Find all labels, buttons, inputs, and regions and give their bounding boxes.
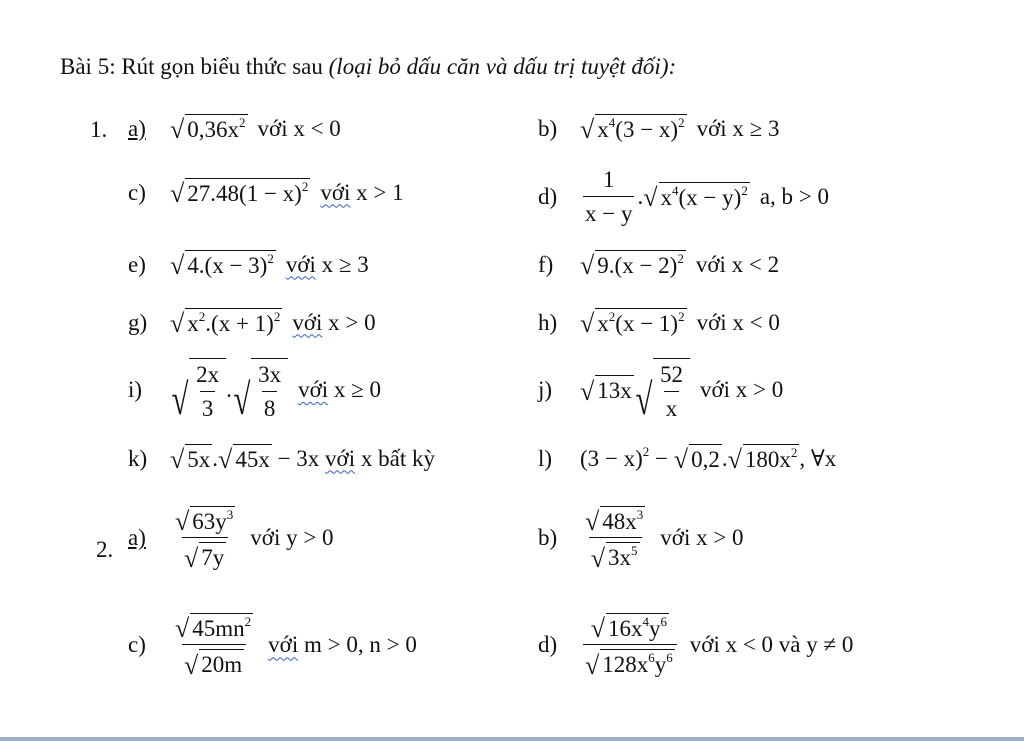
condition-1f: với x < 2 [695, 251, 780, 277]
condition-2c: với m > 0, n > 0 [268, 632, 417, 658]
label-1i: i) [128, 377, 143, 403]
radical-1d: √ $x^4(x - y)^2$ [643, 182, 748, 213]
minus-1l: − [649, 445, 674, 471]
exercise-heading [60, 54, 676, 80]
condition-1h: với x < 0 [696, 309, 780, 335]
label-2b: b) [538, 525, 558, 551]
problem-1h [538, 308, 780, 337]
radical-1a: √ $0,36x^2$ [170, 115, 246, 145]
condition-2b: với x > 0 [660, 525, 744, 551]
radical-1j-first: √ 13x [580, 376, 632, 406]
label-1j: j) [538, 377, 553, 403]
heading-note: (loại bỏ dấu căn và dấu trị tuyệt đối): [328, 54, 677, 79]
dot-1l: . [721, 445, 728, 471]
problem-1j [538, 358, 784, 425]
problem-1e [128, 250, 369, 279]
dot-1i: . [226, 377, 232, 403]
condition-1b: với x ≥ 3 [696, 115, 780, 141]
problem-1b [538, 114, 780, 143]
label-1d: d) [538, 183, 558, 209]
term-1l: $(3 - x)^2$ [580, 443, 650, 471]
label-1h: h) [538, 309, 558, 335]
problem-1a [128, 114, 341, 143]
radical-1i-second: √ $\frac{3x}{8}$ [232, 358, 288, 422]
condition-1c: với x > 1 [320, 179, 404, 205]
problem-2d [538, 612, 853, 679]
label-1f: f) [538, 251, 554, 277]
condition-2a: với y > 0 [250, 525, 334, 551]
label-1a: a) [128, 115, 146, 141]
radical-1k-second: √ 45x [218, 445, 270, 475]
problem-1d [538, 166, 829, 227]
problem-1f [538, 250, 779, 279]
problem-2b [538, 505, 744, 572]
radical-1g: √ $x^2.(x + 1)^2$ [170, 309, 281, 339]
label-1b: b) [538, 115, 558, 141]
problem-2c [128, 612, 417, 679]
dot-1d: . [637, 183, 644, 209]
problem-1k [128, 444, 435, 473]
condition-2d: với x < 0 và y ≠ 0 [689, 632, 854, 658]
radical-1f: √ $9.(x - 2)^2$ [580, 251, 684, 281]
fraction-2a: √ $63y^3$ √ 7y [175, 507, 234, 573]
condition-1a: với x < 0 [257, 115, 341, 141]
label-1k: k) [128, 445, 148, 471]
heading-lead: Bài 5: Rút gọn biểu thức sau [60, 54, 329, 79]
problem-1g [128, 308, 376, 337]
bottom-border [0, 737, 1024, 741]
radical-1i-first: √ $\frac{2x}{3}$ [170, 358, 226, 422]
label-2a: a) [128, 525, 146, 551]
label-2c: c) [128, 632, 146, 658]
condition-1d: a, b > 0 [759, 183, 829, 209]
radical-1l-second: √ $180x^2$ [727, 445, 798, 475]
radical-1c: √ $27.48(1 - x)^2$ [170, 179, 309, 209]
condition-1l: , ∀x [799, 445, 837, 471]
condition-1j: với x > 0 [699, 377, 784, 403]
radical-1e: √ $4.(x - 3)^2$ [170, 251, 274, 281]
label-1e: e) [128, 251, 146, 277]
condition-1k: với x bất kỳ [325, 445, 435, 471]
radical-1j-second: √ $\frac{52}{x}$ [634, 358, 690, 422]
fraction-1d: $\frac{1}{x - y}$ [585, 167, 633, 226]
radical-1l-first: √ 0,2 [673, 445, 720, 475]
condition-1g: với x > 0 [292, 309, 376, 335]
fraction-2b: √ $48x^3$ √ $3x^5$ [585, 507, 644, 573]
term-1k: − 3x [271, 445, 326, 471]
label-1c: c) [128, 179, 146, 205]
condition-1e: với x ≥ 3 [285, 251, 369, 277]
section-1-number: 1. [90, 117, 108, 142]
radical-1k-first: √ 5x [170, 445, 211, 475]
radical-1b: √ $x^4(3 - x)^2$ [580, 115, 685, 145]
condition-1i: với x ≥ 0 [298, 377, 381, 403]
radical-1h: √ $x^2(x - 1)^2$ [580, 309, 685, 339]
problem-1i [128, 358, 381, 425]
problem-2a [128, 505, 334, 572]
label-1g: g) [128, 309, 148, 335]
label-2d: d) [538, 632, 558, 658]
label-1l: l) [538, 445, 553, 471]
fraction-2d: √ $16x^4y^6$ √ $128x^6y^6$ [583, 612, 677, 679]
problem-1l [538, 444, 836, 473]
dot-1k: . [212, 445, 219, 471]
fraction-2c: √ $45mn^2$ √ 20m [175, 614, 252, 680]
problem-1c [128, 178, 404, 207]
section-2-number: 2. [96, 537, 114, 562]
